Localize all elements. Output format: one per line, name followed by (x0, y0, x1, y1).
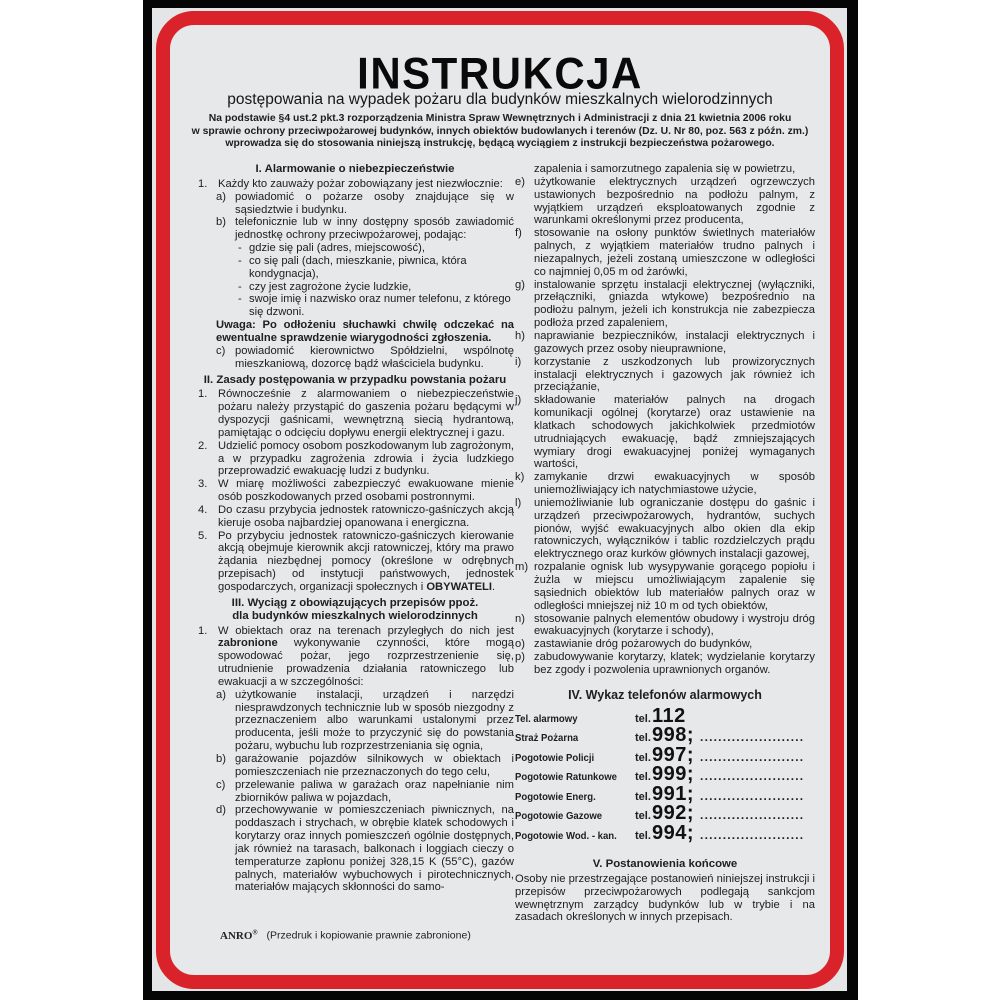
section-2-item: 1. Równocześnie z alarmowaniem o niebezpieczeństwie pożaru należy przystąpić do gaszenia pożaru będącymi w dyspozycji gaśnicami, wewnętrzną siecią hydrantową, pamiętając o odcięciu dopływu energii elektrycznej i gazu. (198, 388, 514, 439)
footer-copyright (220, 928, 471, 942)
phone-number: 997; (652, 743, 695, 766)
section-2-heading: II. Zasady postępowania w przypadku powstania pożaru (203, 373, 507, 386)
section-1-item-c (216, 345, 514, 371)
phone-number: 992; (652, 802, 695, 825)
section-3-item-1: 1. W obiektach oraz na terenach przyległych do nich jest zabronione wykonywanie czynności, które mogą spowodować pożar, jego rozprzestrzenienie się, utrudnienie prowadzenia działania ratowniczego lub ewakuacji a w szczególności: (198, 624, 514, 688)
item-letter: b) (216, 216, 226, 229)
section-3-item-p: p) zabudowywanie korytarzy, klatek; wydzielanie korytarzy bez zgody i pozwolenia uprawnionych organów. (515, 651, 815, 676)
section-3-item-e: e) użytkowanie elektrycznych urządzeń ogrzewczych ustawionych bezpośrednio na podłożu palnym, z wyjątkiem urządzeń eksploatowanych zgodnie z warunkami określonymi przez producenta, (515, 175, 815, 227)
section-1-item-b (216, 216, 514, 242)
section-5-heading: V. Postanowienia końcowe (592, 858, 738, 871)
section-3-item-f: f) stosowanie na osłony punktów świetlnych materiałów palnych, z wyjątkiem materiałów trudno palnych i niezapalnych, jeżeli zostaną umieszczone w odległości co najmniej 0,05 m od żarówki, (515, 227, 815, 278)
item-letter: c) (216, 344, 226, 357)
phone-number: 998; (652, 724, 695, 747)
brand-logo: ANRO® (220, 928, 258, 942)
legal-basis (170, 113, 830, 151)
phone-row-police: Pogotowie Policji tel. 997; ....................... (515, 743, 805, 766)
section-2-item: 3. W miarę możliwości zabezpieczyć ewakuowane mienie osób poszkodowanych przed osobami postronnymi. (198, 478, 514, 504)
fill-in-blank: ....................... (700, 827, 805, 842)
fill-in-blank: ....................... (700, 730, 805, 745)
section-3-item-o: o) zastawianie dróg pożarowych do budynków, (515, 638, 753, 651)
legal-line: Na podstawie §4 ust.2 pkt.3 rozporządzenia Ministra Spraw Wewnętrznych i Administracji z dnia 21 kwietnia 2006 roku (208, 113, 792, 124)
phone-list (515, 704, 815, 847)
phone-row-fire: Straż Pożarna tel. 998; ....................... (515, 724, 805, 747)
section-1-item-1 (196, 178, 514, 191)
section-1-heading: I. Alarmowanie o niebezpieczeństwie (255, 163, 455, 175)
bold-emphasis: OBYWATELI (426, 581, 492, 593)
section-5-text: Osoby nie przestrzegające postanowień niniejszej instrukcji i przepisów przeciwpożarowych podlegają sankcjom wewnętrznym zarządcy budynków lub w trybie i na zasadach określonych w innych przepisach. (515, 872, 815, 924)
section-2-item: 2. Udzielić pomocy osobom poszkodowanym lub zagrożonym, a w przypadku zagrożenia zdrowia i życia ludzkiego przeprowadzić ewakuację ludzi z budynku. (198, 439, 514, 478)
section-2-item: 4. Do czasu przybycia jednostek ratowniczo-gaśniczych akcją kieruje osoba najbardziej opanowana i energiczna. (198, 503, 514, 529)
sign-subtitle: postępowania na wypadek pożaru dla budynków mieszkalnych wielorodzinnych (227, 91, 773, 108)
item-text: powiadomić kierownictwo Spółdzielni, wspólnotę mieszkaniową, dozorcę bądź właściciela budynku. (235, 344, 514, 370)
dash-item: - swoje imię i nazwisko oraz numer telefonu, z którego się dzwoni. (238, 293, 511, 319)
section-3-item-g: g) instalowanie sprzętu instalacji elektrycznej (wyłączniki, przełączniki, gniazda wtykowe) bezpośrednio na podłożu palnym, jeżeli ich konstrukcja nie zabezpiecza podłoża przed zapaleniem, (515, 278, 815, 330)
section-1-item-a (216, 191, 514, 217)
fill-in-blank: ....................... (700, 788, 805, 803)
phone-row-energy: Pogotowie Energ. tel. 991; ....................... (515, 782, 805, 805)
section-3-item-c: c) przelewanie paliwa w garażach oraz napełnianie nim zbiorników paliwa w pojazdach, (216, 778, 514, 804)
section-3-item-n: n) stosowanie palnych elementów obudowy i wystroju dróg ewakuacyjnych (korytarze i schody), (515, 612, 815, 638)
section-3-item-b: b) garażowanie pojazdów silnikowych w obiektach i pomieszczeniach nie przeznaczonych do tego celu, (216, 752, 514, 778)
dash-item: - czy jest zagrożone życie ludzkie, (238, 280, 412, 293)
right-column (515, 163, 815, 924)
section-3-item-j: j) składowanie materiałów palnych na drogach komunikacji ogólnej (korytarze) oraz ustawienie na klatkach schodowych jakichkolwiek przedmiotów utrudniających ewakuację, bądź zmniejszających wymiary drogi ewakuacyjnej poniżej wymaganych wartości, (515, 394, 815, 471)
fill-in-blank: ....................... (700, 808, 805, 823)
section-3-item-l: l) uniemożliwianie lub ograniczanie dostępu do gaśnic i urządzeń przeciwpożarowych, hydrantów, suchych pionów, wyjść ewakuacyjnych albo okien dla ekip ratowniczych, wyłączników i tablic rozdzielczych prądu elektrycznego oraz kurków głównych instalacji gazowej, (515, 496, 815, 561)
section-3-heading: III. Wyciąg z obowiązujących przepisów ppoż. dla budynków mieszkalnych wielorodzinnych (231, 596, 479, 622)
sign-title: INSTRUKCJA (357, 48, 643, 99)
phone-number: 999; (652, 763, 695, 786)
item-text: powiadomić o pożarze osoby znajdujące się w sąsiedztwie i budynku. (235, 190, 514, 216)
bold-emphasis: zabronione (218, 637, 278, 650)
warning-note: Uwaga: Po odłożeniu słuchawki chwilę odczekać na ewentualne sprawdzenie wiarygodności zgłoszenia. (216, 319, 514, 344)
section-2-item: 5. Po przybyciu jednostek ratowniczo-gaśniczych kierowanie akcją obejmuje kierownik akcji ratowniczej, który ma prawo żądania niezbędnej pomocy (określone w odrębnych przepisach) od instytucji państwowych, jednostek gospodarczych, organizacji społecznych i OBYWATELI. (198, 529, 514, 593)
item-text: Każdy kto zauważy pożar zobowiązany jest niezwłocznie: (218, 177, 503, 190)
section-3-item-h: h) naprawianie bezpieczników, instalacji elektrycznych i gazowych przez osoby nieuprawnione, (515, 329, 815, 355)
legal-line: w sprawie ochrony przeciwpożarowej budynków, innych obiektów budowlanych i terenów (Dz. U. Nr 80, poz. 563 z późn. zm.) (191, 125, 809, 137)
item-number: 1. (198, 177, 208, 190)
phone-row-alarm: Tel. alarmowy tel. 112 (515, 704, 686, 727)
phone-number: 991; (652, 782, 695, 805)
phone-row-ambulance: Pogotowie Ratunkowe tel. 999; ....................... (515, 763, 805, 786)
fill-in-blank: ....................... (700, 749, 805, 764)
section-3-item-a: a) użytkowanie instalacji, urządzeń i narzędzi niesprawdzonych technicznie lub w sposób niezgodny z przeznaczeniem albo warunkami ustalonymi przez producenta, jeśli może to przyczynić się do powstania pożaru, wybuchu lub rozprzestrzeniania się ognia, (216, 688, 514, 753)
section-3-item-m: m) rozpalanie ognisk lub wysypywanie gorącego popiołu i żużla w miejscu umożliwiającym zapalenie się sąsiednich obiektów lub materiałów palnych oraz w odległości mniejszej niż 10 m od tych obiektów, (515, 561, 815, 612)
phone-number: 994; (652, 821, 695, 844)
legal-line: wprowadza się do stosowania niniejszą instrukcję, będącą wyciągiem z instrukcji bezpieczeństwa pożarowego. (225, 138, 775, 150)
item-d-continuation: zapalenia i samorzutnego zapalenia się w powietrzu, (534, 163, 796, 175)
item-letter: a) (216, 190, 226, 203)
section-4-heading: IV. Wykaz telefonów alarmowych (568, 687, 762, 702)
section-3-item-d: d) przechowywanie w pomieszczeniach piwnicznych, na poddaszach i strychach, w obrębie klatek schodowych i korytarzy oraz innych pomieszczeń ogólnie dostępnych, jak również na tarasach, balkonach i loggiach cieczy o temperaturze zapłonu poniżej 328,15 K (55°C), gazów palnych, materiałów wybuchowych i pirotechnicznych, materiałów mających skłonności do samo- (216, 804, 514, 894)
phone-number: 112 (652, 704, 686, 727)
phone-row-gas: Pogotowie Gazowe tel. 992; ....................... (515, 802, 805, 825)
dash-item: - co się pali (dach, mieszkanie, piwnica, która kondygnacja), (238, 254, 467, 280)
copyright-note: (Przedruk i kopiowanie prawnie zabronione) (266, 929, 471, 942)
dash-item: - gdzie się pali (adres, miejscowość), (238, 242, 425, 255)
fill-in-blank: ....................... (700, 769, 805, 784)
phone-row-water: Pogotowie Wod. - kan. tel. 994; ....................... (515, 821, 805, 844)
section-3-item-i: i) korzystanie z uszkodzonych lub prowizorycznych instalacji elektrycznych i gazowych jak również ich przeciążanie, (515, 355, 815, 394)
registered-mark-icon: ® (252, 928, 258, 936)
sign-content (170, 25, 830, 975)
item-text: telefonicznie lub w inny dostępny sposób zawiadomić jednostkę ochrony przeciwpożarowej, podając: (235, 216, 514, 242)
section-3-item-k: k) zamykanie drzwi ewakuacyjnych w sposób uniemożliwiający ich natychmiastowe użycie, (515, 471, 815, 497)
left-column (196, 163, 514, 894)
